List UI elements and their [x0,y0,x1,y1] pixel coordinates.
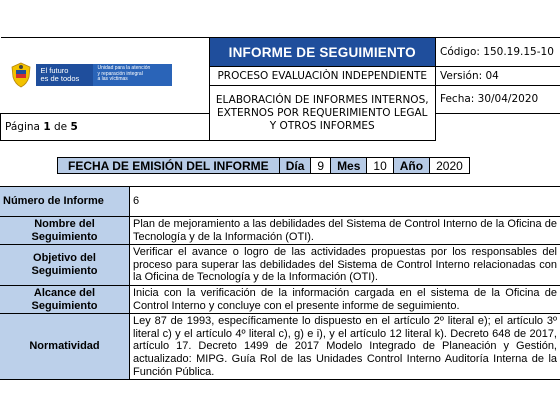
document-version: Versión: 04 [436,67,560,86]
page-number: Página 1 de 5 [1,113,210,140]
emission-date-label: FECHA DE EMISIÓN DEL INFORME [58,158,280,174]
month-label: Mes [331,158,367,174]
table-row [0,187,560,217]
day-value: 9 [311,158,331,174]
coat-of-arms-icon [9,62,33,88]
report-number-label: Número de Informe [0,187,130,217]
logo-slogan: El futuro es de todos [36,64,93,86]
scope-label: Alcance del Seguimiento [0,285,130,313]
regulations-value: Ley 87 de 1993, específicamente lo dispuesto en el artículo 2º literal e); el artículo 3º literal c) y el artículo 4º literal c), g) e i), y el artículo 12 literal k). Decreto 648 de 2017, artículo 17. Decreto 1499 de 2017 Modelo Integrado de Planeación y Gestión, actualizado: MIPG. Guía Rol de las Unidades Control Interno Auditoría Interna de la Función Pública. [130,314,560,380]
follow-up-name-label: Nombre del Seguimiento [0,217,130,245]
document-description: ELABORACIÓN DE INFORMES INTERNOS, EXTERNOS POR REQUERIMIENTO LEGAL Y OTROS INFORMES [209,86,436,141]
table-row [0,217,560,245]
scope-value: Inicia con la verificación de la información cargada en el sistema de la Oficina de Control Interno y concluye con el presente informe de seguimiento. [130,285,560,313]
month-value: 10 [367,158,393,174]
regulations-label: Normatividad [0,314,130,380]
report-details-table [0,186,560,380]
year-value: 2020 [430,158,470,174]
logo-agency-name: Unidad para la atención y reparación integral a las víctimas [93,64,172,86]
document-code: Código: 150.19.15-10 [436,38,560,67]
table-row [0,285,560,313]
emission-date-row [57,157,470,174]
document-header [0,37,560,141]
objective-value: Verificar el avance o logro de las actividades propuestas por los responsables del proceso para superar las debilidades del Sistema de Control Interno relacionadas con la Oficina de Tecnología y de la Información (OTI). [130,245,560,286]
document-title: INFORME DE SEGUIMIENTO [209,38,436,67]
table-row [0,314,560,380]
report-number-value: 6 [130,187,560,217]
year-label: Año [393,158,429,174]
logo-cell [1,38,210,114]
table-row [0,245,560,286]
day-label: Día [279,158,311,174]
process-name: PROCESO EVALUACIÒN INDEPENDIENTE [209,67,436,86]
document-date: Fecha: 30/04/2020 [436,86,560,113]
objective-label: Objetivo del Seguimiento [0,245,130,286]
follow-up-name-value: Plan de mejoramiento a las debilidades del Sistema de Control Interno de la Oficina de Tecnología y de la Información (OTI). [130,217,560,245]
government-logo [9,62,172,88]
